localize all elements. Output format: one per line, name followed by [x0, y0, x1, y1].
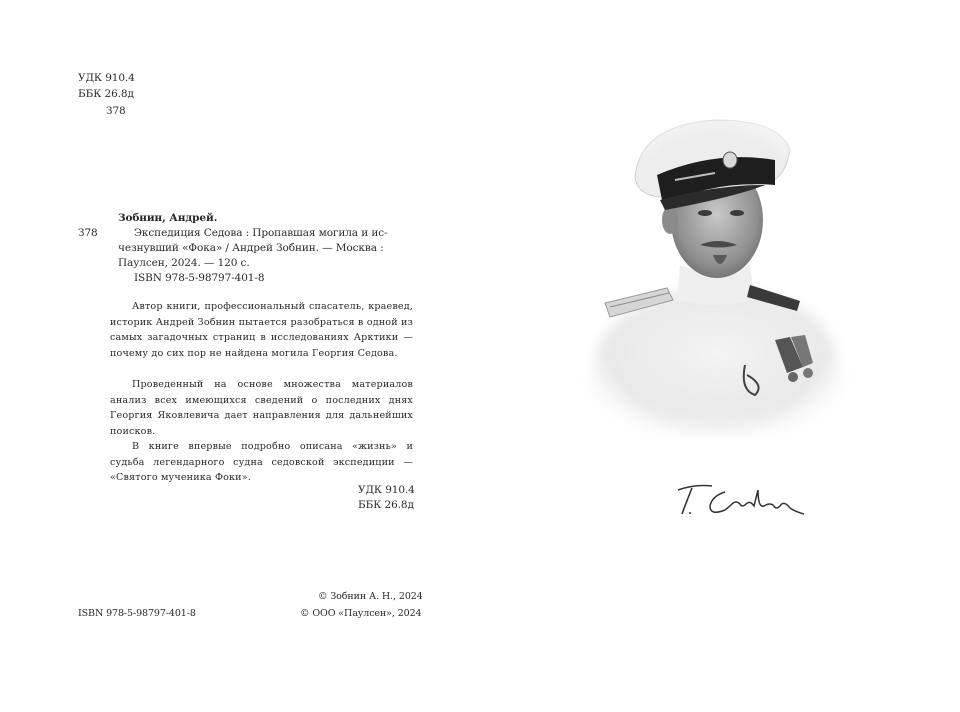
- bbk-code: ББК 26.8д: [78, 88, 134, 100]
- author-mark-side: З78: [78, 227, 98, 239]
- annotation-paragraph: Автор книги, профессиональный спасатель, краевед, историк Андрей Зобнин пытается разобраться в одной из самых загадочных страниц в исследованиях Арктики — почему до сих пор не найдена могила Георгия Седова.: [110, 301, 413, 359]
- frontispiece-page: [480, 0, 960, 712]
- author-heading: Зобнин, Андрей.: [118, 212, 218, 224]
- bib-isbn: ISBN 978-5-98797-401-8: [134, 272, 265, 284]
- bib-title-line: чезнувший «Фока» / Андрей Зобнин. — Москва :: [118, 242, 384, 254]
- signature: [670, 478, 810, 528]
- bib-title-line: Экспедиция Седова : Пропавшая могила и ис-: [134, 227, 388, 239]
- footer-isbn: ISBN 978-5-98797-401-8: [78, 608, 196, 619]
- udk-code-bottom: УДК 910.4: [358, 484, 415, 496]
- annotation-paragraph: Проведенный на основе множества материалов анализ всех имеющихся сведений о последних днях Георгия Яковлевича дает направления для дальнейших поисков.: [110, 379, 413, 437]
- udk-code: УДК 910.4: [78, 72, 135, 84]
- annotation-paragraph: В книге впервые подробно описана «жизнь» и судьба легендарного судна седовской экспедиции — «Святого мученика Фоки».: [110, 441, 413, 484]
- author-mark: З78: [106, 105, 126, 117]
- bbk-code-bottom: ББК 26.8д: [358, 499, 414, 511]
- copyright-publisher: © ООО «Паулсен», 2024: [300, 608, 422, 619]
- copyright-author: © Зобнин А. Н., 2024: [318, 591, 423, 602]
- bib-publisher-line: Паулсен, 2024. — 120 с.: [118, 257, 250, 269]
- portrait-photo: [565, 105, 865, 465]
